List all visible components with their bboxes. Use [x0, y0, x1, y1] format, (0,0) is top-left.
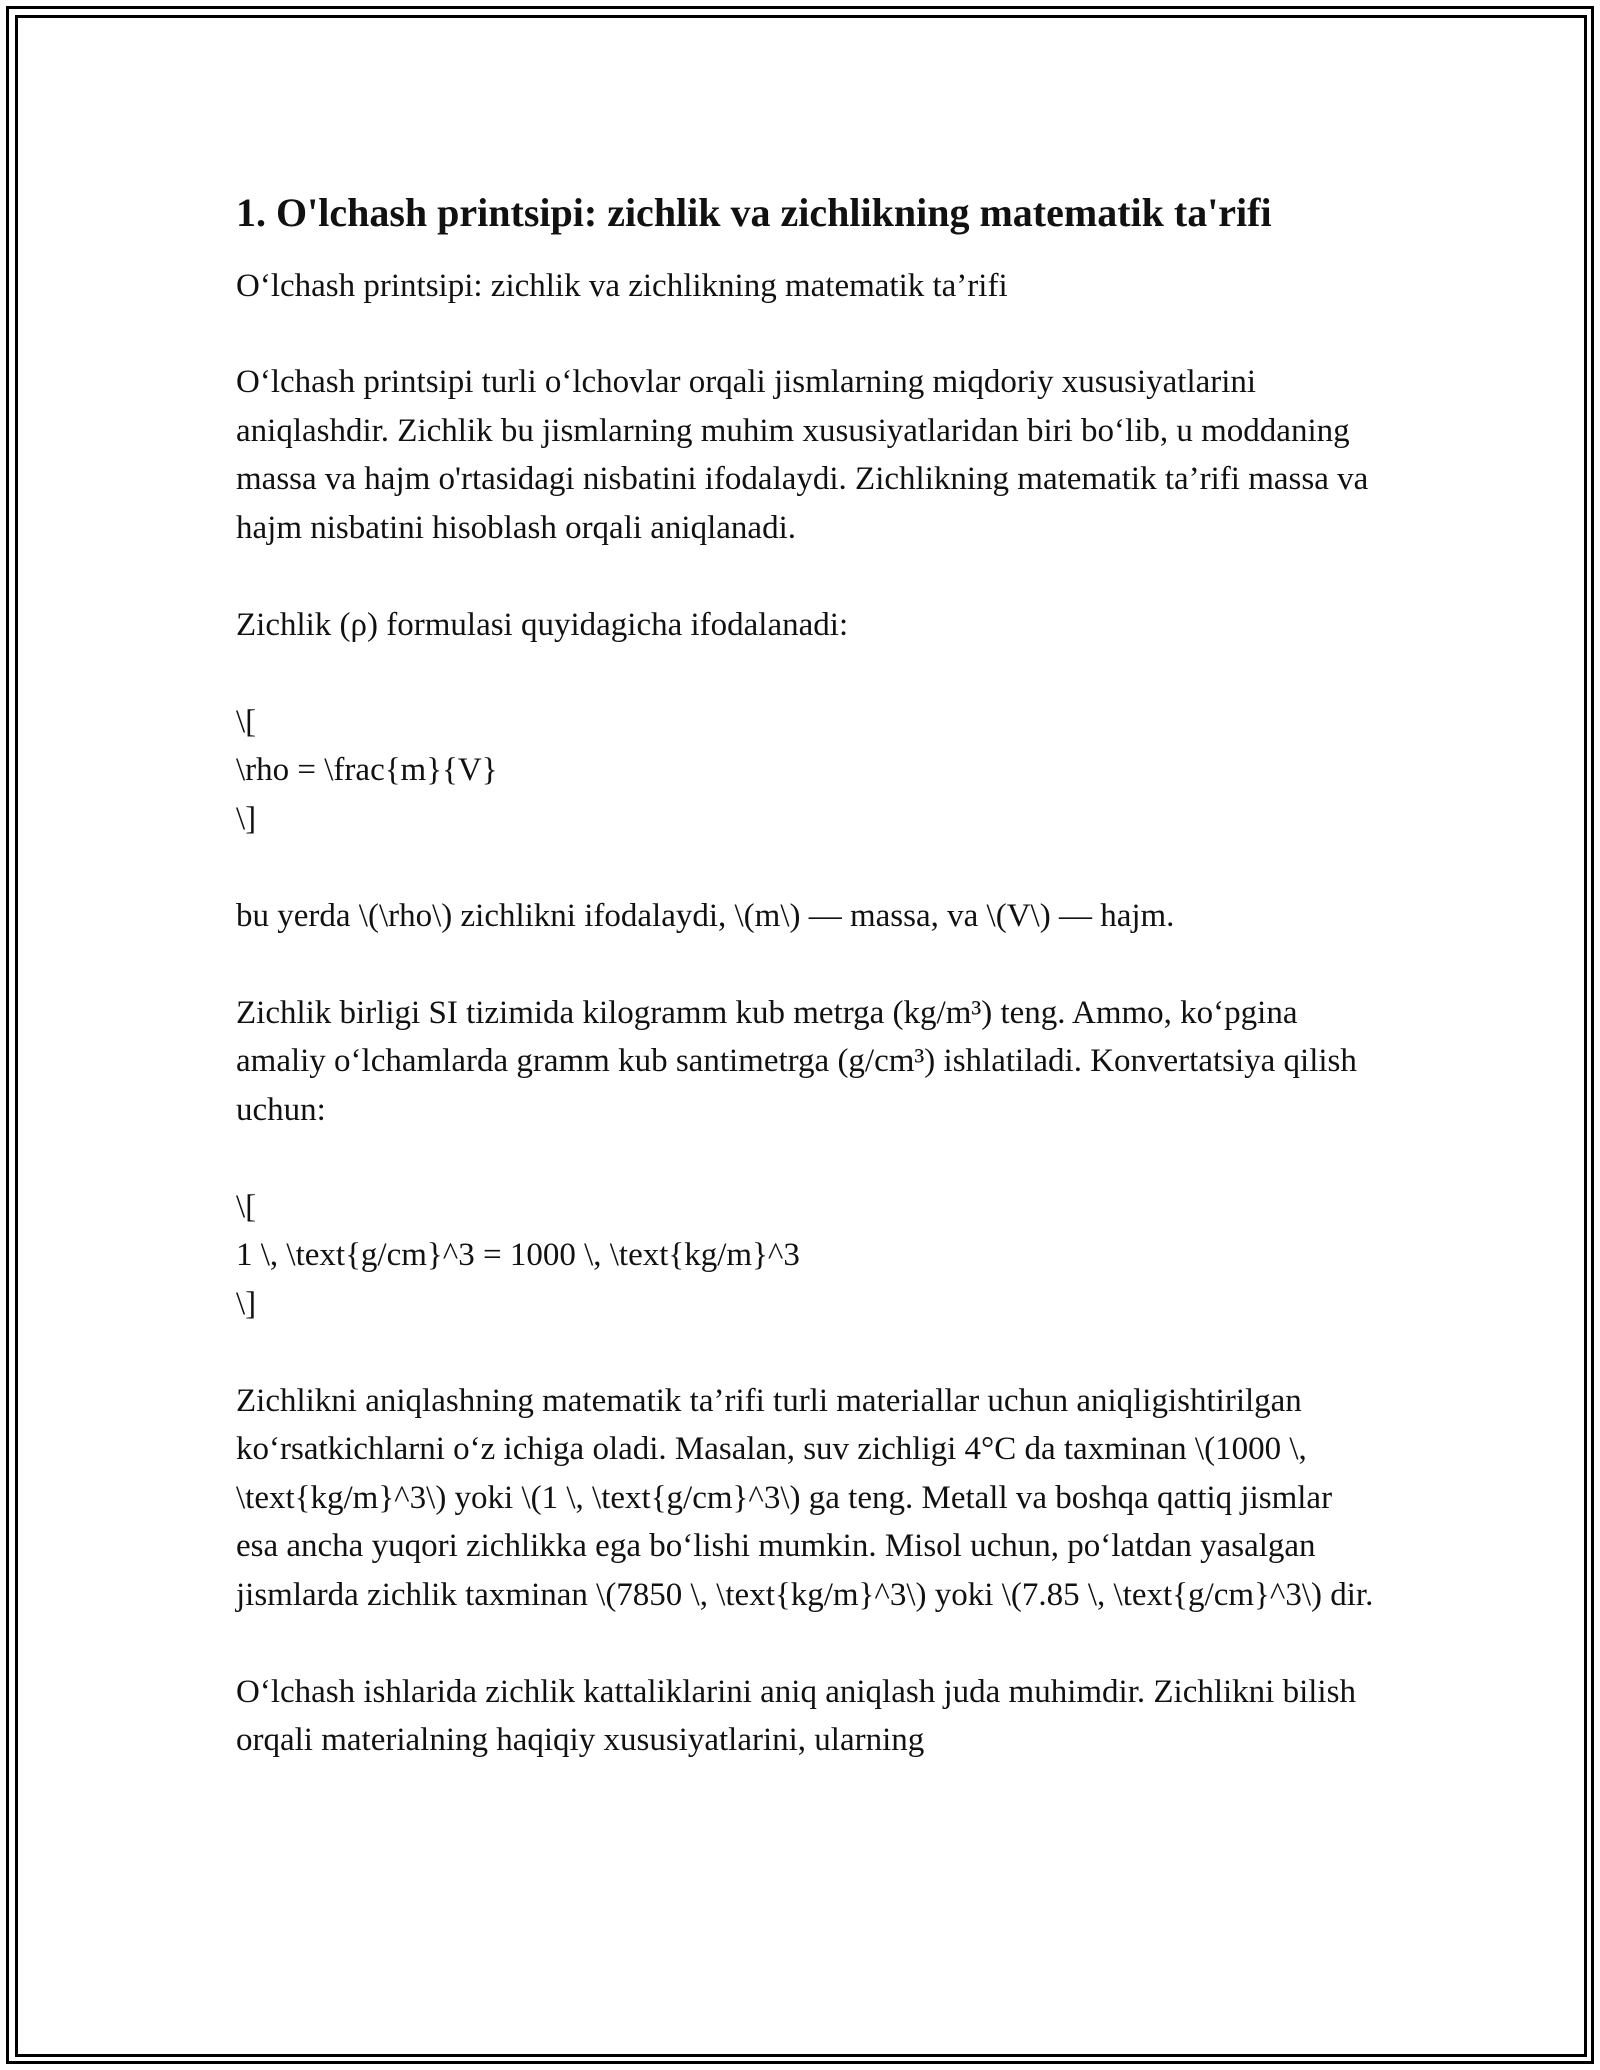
paragraph-variables: bu yerda \(\rho\) zichlikni ifodalaydi, \(m\) — massa, va \(V\) — hajm.	[236, 897, 1175, 934]
formula-conversion-open: \[	[236, 1188, 257, 1225]
section-heading: 1. O'lchash printsipi: zichlik va zichlikning matematik ta'rifi	[236, 190, 1272, 235]
paragraph-units: Zichlik birligi SI tizimida kilogramm kub metrga (kg/m³) teng. Ammo, ko‘pgina amaliy o‘lchamlarda gramm kub santimetrga (g/cm³) ishlatiladi. Konvertatsiya qilish uchun:	[236, 994, 1357, 1128]
paragraph-intro: O‘lchash printsipi turli o‘lchovlar orqali jismlarning miqdoriy xususiyatlarini aniqlashdir. Zichlik bu jismlarning muhim xususiyatlaridan biri bo‘lib, u moddaning massa va hajm o'rtasidagi nisbatini ifodalaydi. Zichlikning matematik ta’rifi massa va hajm nisbatini hisoblash orqali aniqlanadi.	[236, 364, 1369, 546]
formula-density-close: \]	[236, 800, 257, 837]
formula-conversion: 1 \, \text{g/cm}^3 = 1000 \, \text{kg/m}^3	[236, 1237, 800, 1273]
section-subtitle: O‘lchash printsipi: zichlik va zichlikning matematik ta’rifi	[236, 268, 1008, 304]
paragraph-importance: O‘lchash ishlarida zichlik kattaliklarini aniq aniqlash juda muhimdir. Zichlikni bilish orqali materialning haqiqiy xususiyatlarini, ularning	[236, 1673, 1356, 1758]
document-body	[236, 186, 1376, 1765]
formula-conversion-close: \]	[236, 1285, 257, 1322]
formula-density: \rho = \frac{m}{V}	[236, 752, 498, 788]
paragraph-formula-intro: Zichlik (ρ) formulasi quyidagicha ifodalanadi:	[236, 606, 849, 643]
formula-density-open: \[	[236, 703, 257, 740]
paragraph-examples: Zichlikni aniqlashning matematik ta’rifi turli materiallar uchun aniqligishtirilgan ko‘rsatkichlarni o‘z ichiga oladi. Masalan, suv zichligi 4°C da taxminan \(1000 \, \text{kg/m}^3\) yoki \(1 \, \text{g/cm}^3\) ga teng. Metall va boshqa qattiq jismlar esa ancha yuqori zichlikka ega bo‘lishi mumkin. Misol uchun, po‘latdan yasalgan jismlarda zichlik taxminan \(7850 \, \text{kg/m}^3\) yoki \(7.85 \, \text{g/cm}^3\) dir.	[236, 1382, 1374, 1613]
